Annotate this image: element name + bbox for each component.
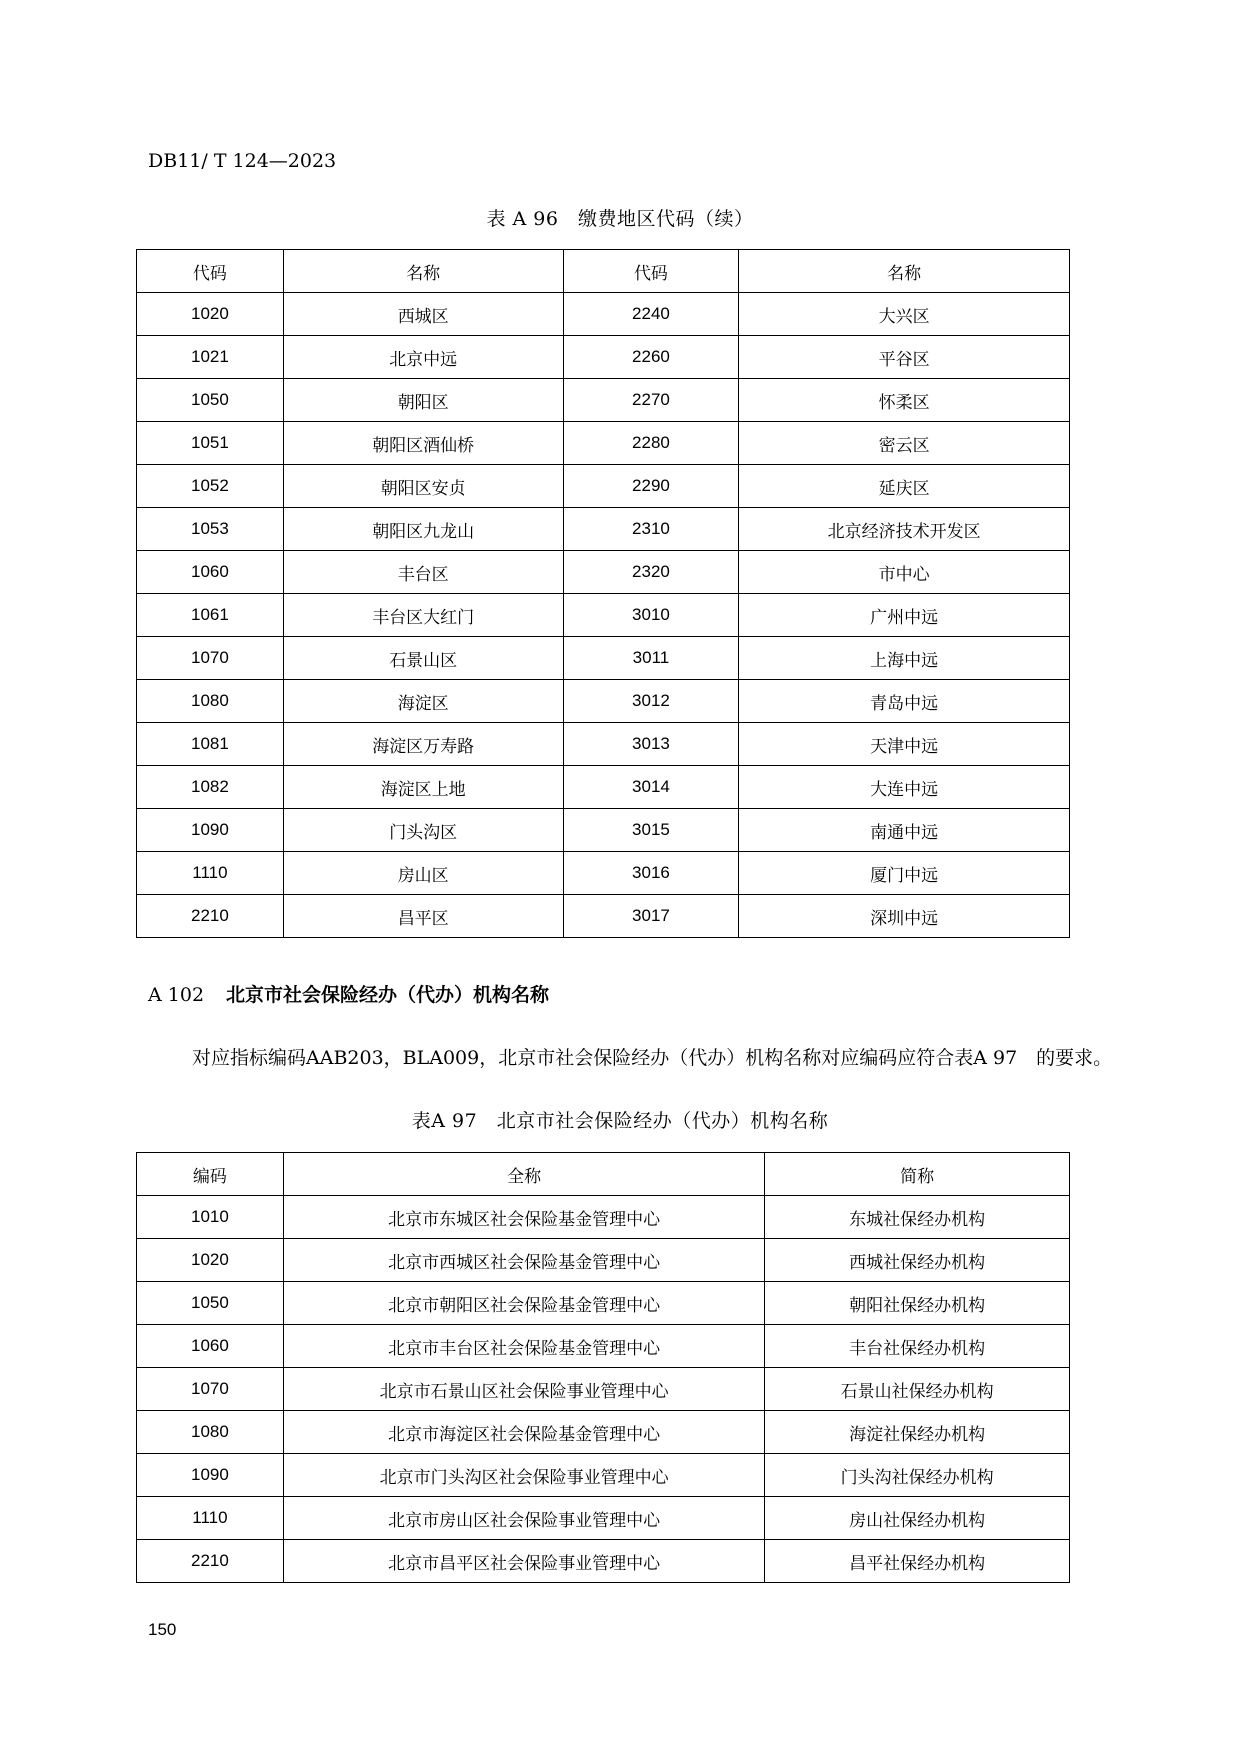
cell-name: 市中心 <box>739 551 1070 594</box>
cell-code: 3017 <box>563 895 739 938</box>
cell-code: 1021 <box>137 336 284 379</box>
cell-name: 密云区 <box>739 422 1070 465</box>
cell-code: 1081 <box>137 723 284 766</box>
table-row <box>137 336 1070 379</box>
cell-full-name: 北京市昌平区社会保险事业管理中心 <box>283 1540 764 1583</box>
table-row <box>137 852 1070 895</box>
cell-code: 1060 <box>137 551 284 594</box>
table-row <box>137 1368 1070 1411</box>
cell-code: 1090 <box>137 1454 284 1497</box>
cell-name: 西城区 <box>283 293 563 336</box>
cell-name: 北京经济技术开发区 <box>739 508 1070 551</box>
cell-code: 2280 <box>563 422 739 465</box>
cell-name: 朝阳区九龙山 <box>283 508 563 551</box>
cell-name: 广州中远 <box>739 594 1070 637</box>
cell-name: 厦门中远 <box>739 852 1070 895</box>
table-97-agency-names <box>136 1152 1070 1583</box>
table-row <box>137 551 1070 594</box>
cell-code: 2320 <box>563 551 739 594</box>
cell-code: 2290 <box>563 465 739 508</box>
table-row <box>137 637 1070 680</box>
cell-name: 海淀区 <box>283 680 563 723</box>
column-header-full-name: 全称 <box>283 1153 764 1196</box>
cell-code: 1090 <box>137 809 284 852</box>
cell-code: 3015 <box>563 809 739 852</box>
page-number: 150 <box>148 1620 177 1639</box>
cell-full-name: 北京市丰台区社会保险基金管理中心 <box>283 1325 764 1368</box>
table-97-caption: 表A 97 北京市社会保险经办（代办）机构名称 <box>411 1110 829 1132</box>
cell-code: 1080 <box>137 680 284 723</box>
cell-name: 朝阳区 <box>283 379 563 422</box>
cell-code: 2210 <box>137 1540 284 1583</box>
table-96-caption: 表 A 96 缴费地区代码（续） <box>486 208 754 230</box>
cell-code: 1070 <box>137 637 284 680</box>
column-header-code: 代码 <box>137 250 284 293</box>
cell-short-name: 门头沟社保经办机构 <box>765 1454 1070 1497</box>
cell-code: 1080 <box>137 1411 284 1454</box>
table-97-header-row <box>137 1153 1070 1196</box>
cell-code: 3013 <box>563 723 739 766</box>
table-row <box>137 465 1070 508</box>
cell-full-name: 北京市海淀区社会保险基金管理中心 <box>283 1411 764 1454</box>
table-row <box>137 422 1070 465</box>
cell-name: 怀柔区 <box>739 379 1070 422</box>
cell-short-name: 丰台社保经办机构 <box>765 1325 1070 1368</box>
cell-code: 1050 <box>137 379 284 422</box>
table-row <box>137 1454 1070 1497</box>
section-heading <box>148 980 549 1007</box>
cell-full-name: 北京市朝阳区社会保险基金管理中心 <box>283 1282 764 1325</box>
column-header-short-name: 简称 <box>765 1153 1070 1196</box>
cell-code: 1110 <box>137 1497 284 1540</box>
cell-name: 北京中远 <box>283 336 563 379</box>
cell-code: 2270 <box>563 379 739 422</box>
cell-code: 2210 <box>137 895 284 938</box>
cell-code: 2310 <box>563 508 739 551</box>
cell-name: 深圳中远 <box>739 895 1070 938</box>
cell-name: 门头沟区 <box>283 809 563 852</box>
cell-code: 1053 <box>137 508 284 551</box>
cell-short-name: 海淀社保经办机构 <box>765 1411 1070 1454</box>
cell-name: 南通中远 <box>739 809 1070 852</box>
table-row <box>137 379 1070 422</box>
cell-short-name: 石景山社保经办机构 <box>765 1368 1070 1411</box>
cell-code: 3012 <box>563 680 739 723</box>
table-row <box>137 1282 1070 1325</box>
cell-code: 2260 <box>563 336 739 379</box>
cell-full-name: 北京市西城区社会保险基金管理中心 <box>283 1239 764 1282</box>
cell-code: 1052 <box>137 465 284 508</box>
column-header-code: 编码 <box>137 1153 284 1196</box>
cell-name: 房山区 <box>283 852 563 895</box>
cell-name: 丰台区大红门 <box>283 594 563 637</box>
cell-name: 朝阳区酒仙桥 <box>283 422 563 465</box>
cell-code: 1082 <box>137 766 284 809</box>
table-97-body <box>137 1196 1070 1583</box>
cell-short-name: 昌平社保经办机构 <box>765 1540 1070 1583</box>
table-96-region-codes <box>136 249 1070 938</box>
cell-name: 海淀区上地 <box>283 766 563 809</box>
cell-name: 朝阳区安贞 <box>283 465 563 508</box>
cell-code: 2240 <box>563 293 739 336</box>
cell-name: 丰台区 <box>283 551 563 594</box>
cell-name: 延庆区 <box>739 465 1070 508</box>
cell-code: 1110 <box>137 852 284 895</box>
cell-code: 3014 <box>563 766 739 809</box>
cell-code: 1020 <box>137 1239 284 1282</box>
cell-short-name: 朝阳社保经办机构 <box>765 1282 1070 1325</box>
cell-name: 上海中远 <box>739 637 1070 680</box>
table-row <box>137 1196 1070 1239</box>
cell-short-name: 房山社保经办机构 <box>765 1497 1070 1540</box>
cell-code: 1070 <box>137 1368 284 1411</box>
cell-full-name: 北京市门头沟区社会保险事业管理中心 <box>283 1454 764 1497</box>
cell-code: 1010 <box>137 1196 284 1239</box>
table-row <box>137 594 1070 637</box>
cell-name: 大连中远 <box>739 766 1070 809</box>
table-row <box>137 680 1070 723</box>
cell-full-name: 北京市石景山区社会保险事业管理中心 <box>283 1368 764 1411</box>
cell-code: 1020 <box>137 293 284 336</box>
table-96-header-row <box>137 250 1070 293</box>
cell-short-name: 西城社保经办机构 <box>765 1239 1070 1282</box>
cell-code: 1060 <box>137 1325 284 1368</box>
cell-name: 天津中远 <box>739 723 1070 766</box>
cell-name: 海淀区万寿路 <box>283 723 563 766</box>
table-96-body <box>137 293 1070 938</box>
table-row <box>137 809 1070 852</box>
cell-short-name: 东城社保经办机构 <box>765 1196 1070 1239</box>
cell-code: 3011 <box>563 637 739 680</box>
table-row <box>137 1540 1070 1583</box>
cell-code: 1061 <box>137 594 284 637</box>
table-row <box>137 1497 1070 1540</box>
cell-name: 平谷区 <box>739 336 1070 379</box>
cell-name: 大兴区 <box>739 293 1070 336</box>
document-id: DB11/ T 124—2023 <box>148 150 337 172</box>
section-title: 北京市社会保险经办（代办）机构名称 <box>226 984 550 1006</box>
cell-full-name: 北京市房山区社会保险事业管理中心 <box>283 1497 764 1540</box>
cell-code: 3016 <box>563 852 739 895</box>
section-number: A 102 <box>148 984 205 1006</box>
cell-full-name: 北京市东城区社会保险基金管理中心 <box>283 1196 764 1239</box>
table-row <box>137 723 1070 766</box>
cell-name: 青岛中远 <box>739 680 1070 723</box>
table-row <box>137 766 1070 809</box>
cell-name: 昌平区 <box>283 895 563 938</box>
table-row <box>137 1411 1070 1454</box>
cell-name: 石景山区 <box>283 637 563 680</box>
table-row <box>137 293 1070 336</box>
cell-code: 1050 <box>137 1282 284 1325</box>
cell-code: 3010 <box>563 594 739 637</box>
cell-code: 1051 <box>137 422 284 465</box>
table-row <box>137 895 1070 938</box>
table-row <box>137 1325 1070 1368</box>
section-paragraph: 对应指标编码AAB203，BLA009，北京市社会保险经办（代办）机构名称对应编码应符合表A 97 的要求。 <box>192 1047 1113 1069</box>
column-header-name: 名称 <box>283 250 563 293</box>
column-header-code: 代码 <box>563 250 739 293</box>
table-row <box>137 1239 1070 1282</box>
column-header-name: 名称 <box>739 250 1070 293</box>
table-row <box>137 508 1070 551</box>
